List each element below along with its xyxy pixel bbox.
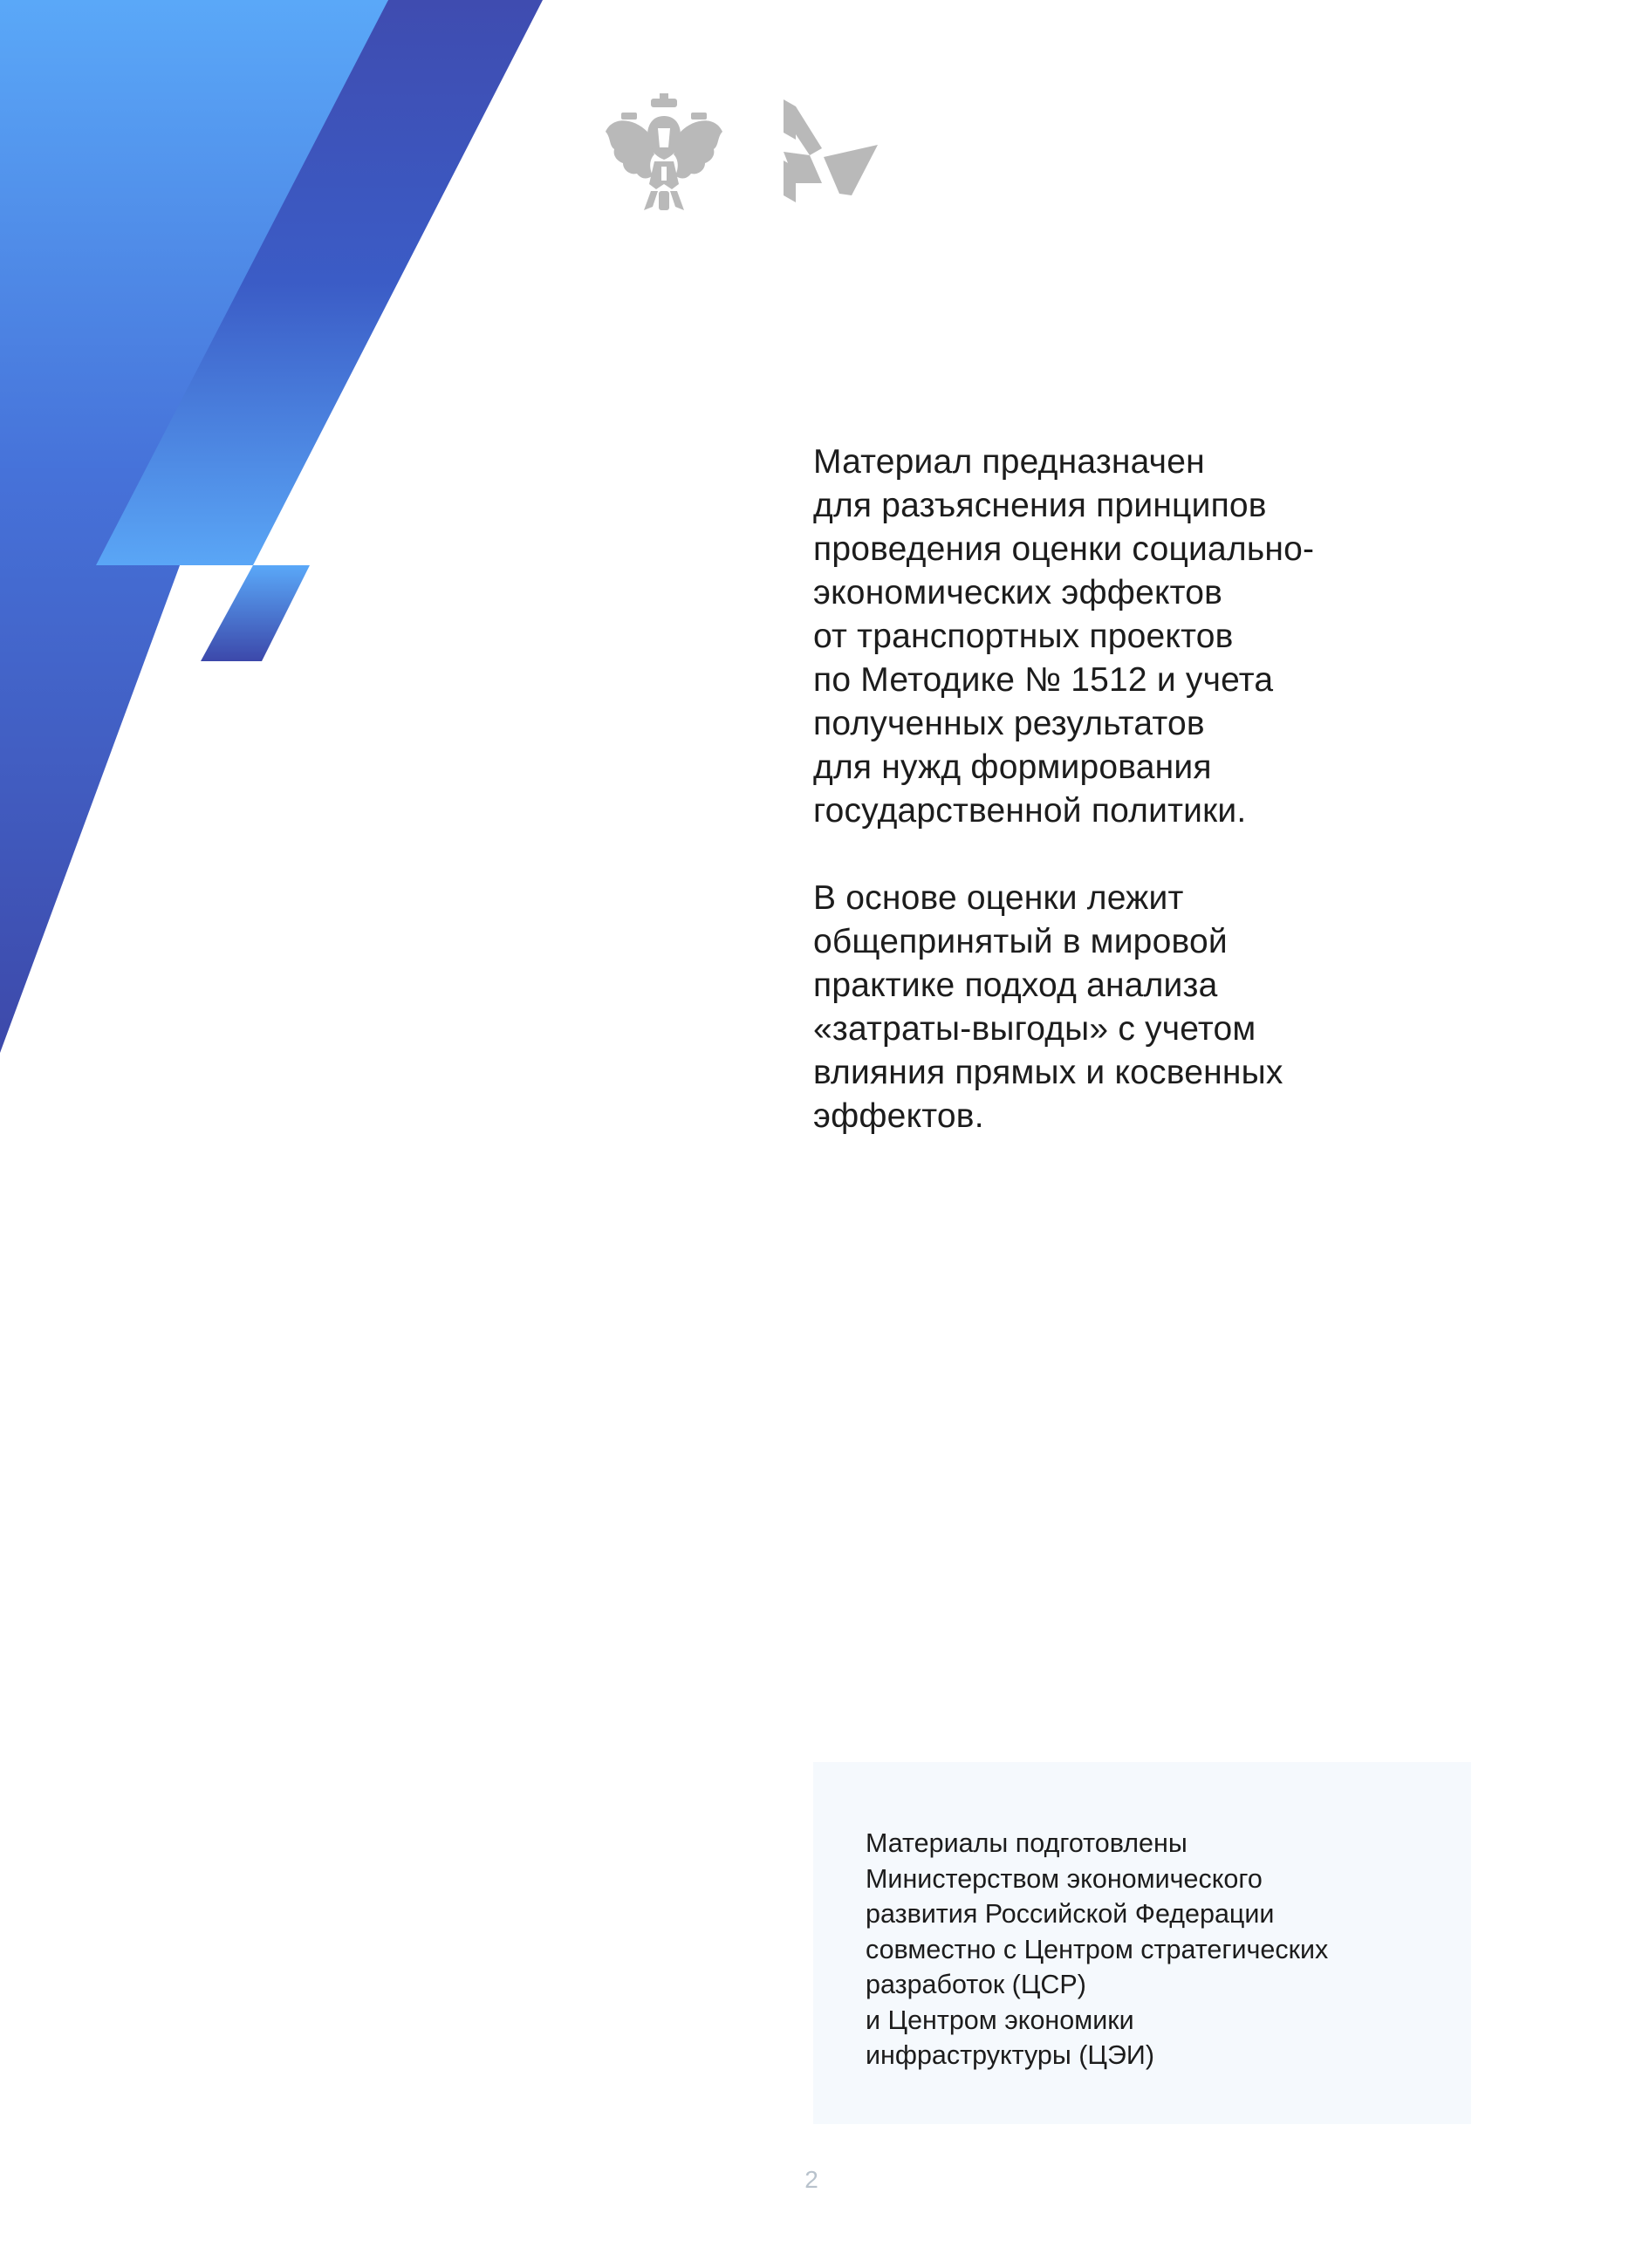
page-number: 2 [804, 2166, 818, 2193]
main-description [813, 441, 1476, 1138]
ministry-logo-icon [784, 99, 878, 202]
method-paragraph: В основе оценки лежит общепринятый в мировой практике подход анализа «затраты-выгоды» с учетом влияния прямых и косвенных эффектов. [813, 879, 1283, 1135]
russian-coat-of-arms-icon [604, 93, 724, 214]
intro-paragraph: Материал предназначен для разъяснения принципов проведения оценки социально- экономических эффектов от транспортных проектов по Методике № 1512 и учета полученных результатов для нужд формирования государственной политики. [813, 443, 1315, 830]
credits-box [813, 1762, 1471, 2124]
credits-text: Материалы подготовлены Министерством экономического развития Российской Федерации совместно с Центром стратегических разработок (ЦСР) и Центром экономики инфраструктуры (ЦЭИ) [866, 1828, 1329, 2070]
small-blue-block [201, 565, 310, 661]
